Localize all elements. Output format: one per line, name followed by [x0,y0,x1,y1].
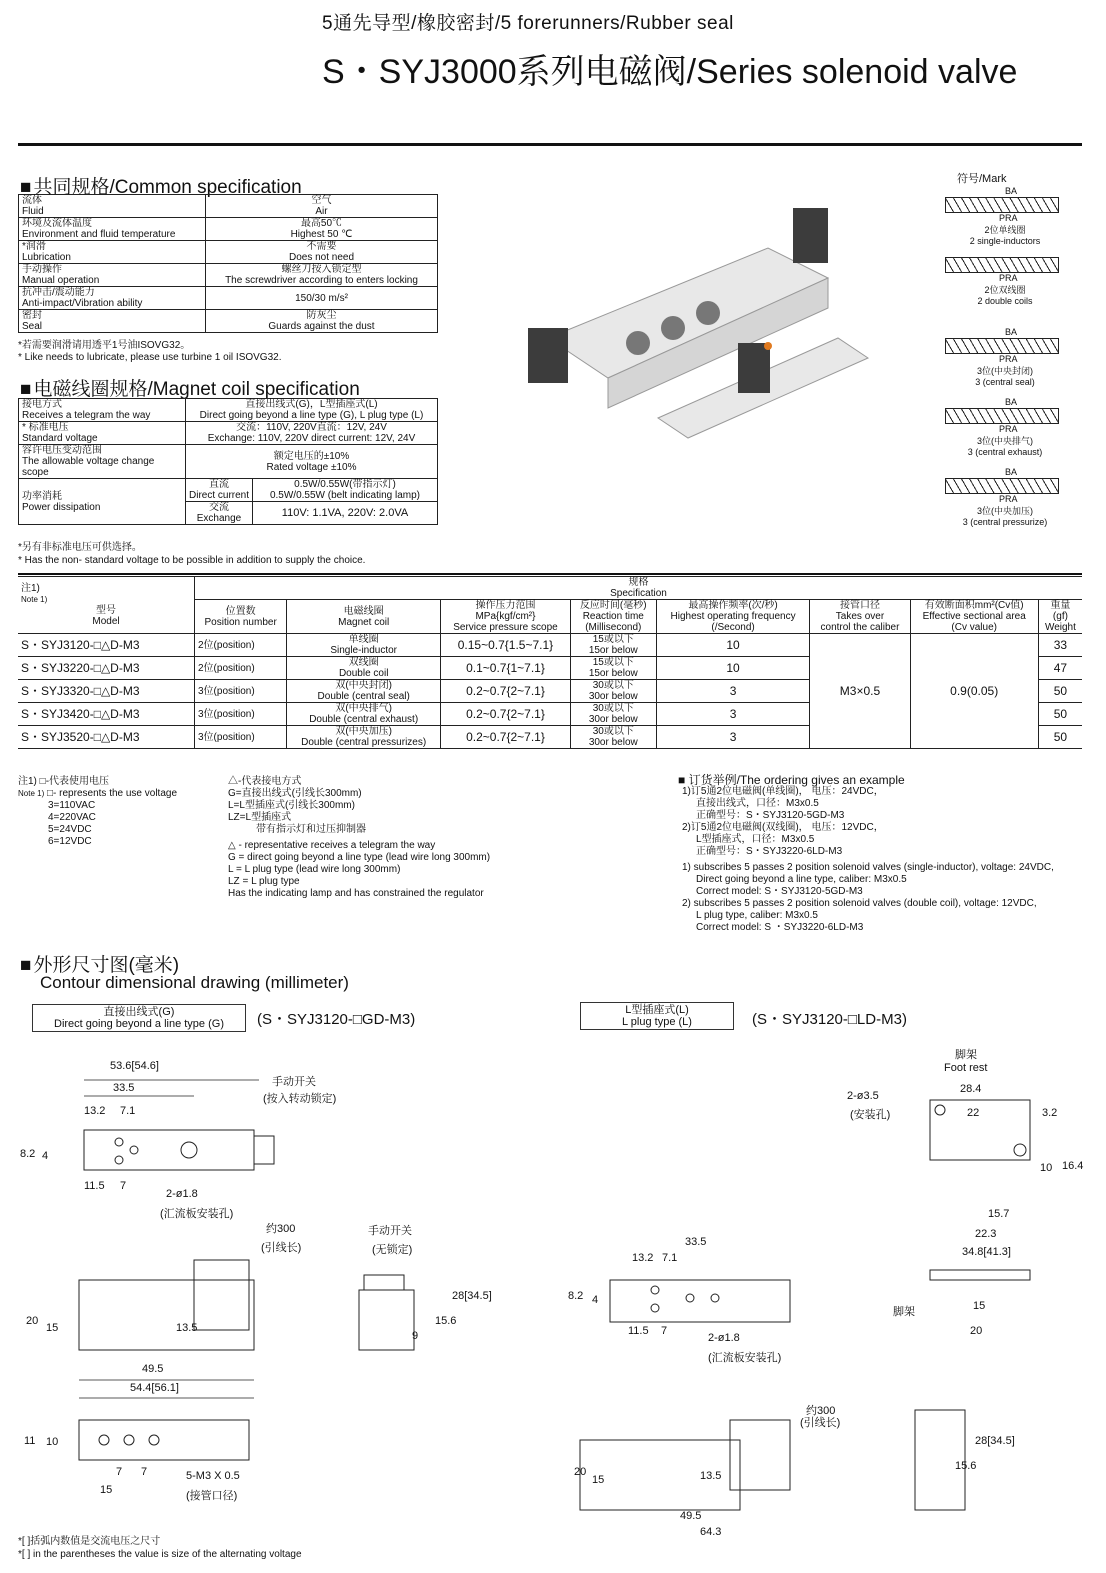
order-line-en: Direct going beyond a line type, caliber: M3x0.5 [696,874,907,885]
weight: 50 [1038,680,1082,703]
dim-g-18: 7 [116,1466,123,1478]
order-line-cn: 1)订5通2位电磁阀(单线圈)， 电压：24VDC， [682,786,884,797]
time-en: 15or below [588,668,638,679]
dim-g-10: 13.5 [176,1322,198,1334]
pressure: 0.1~0.7{1~7.1} [441,657,571,680]
dim-f-2: 3.2 [1042,1107,1058,1119]
dim-g-12: 54.4[56.1] [130,1382,179,1394]
weight: 50 [1038,703,1082,726]
footnote-cn: *[ ]括弧内数值是交流电压之尺寸 [18,1536,161,1547]
dim-g-15: 9 [412,1330,419,1342]
row-value-en: Air [315,206,328,217]
col-header-cn: 最高操作频率(次/秒) [688,600,778,611]
model-row [18,634,1082,657]
dim-g-14: 28[34.5] [452,1290,492,1302]
manual-label: 手动开关 [272,1076,316,1088]
mark-panel [935,170,1085,537]
dim-f-3: 10 [1040,1162,1053,1174]
valve-symbol-icon [945,338,1059,354]
coil-value-en: Direct going beyond a line type (G), L plug type (L) [199,410,424,421]
common-spec-heading: ■ 共同规格/Common specification [20,172,302,199]
valve-symbol-icon [945,257,1059,273]
common-spec-row [19,287,438,310]
mark-top: BA [1005,397,1018,407]
hole-label: 2-ø1.8 [166,1188,198,1200]
row-label-cn: 抗冲击/震动能力 [22,287,95,298]
col-header-cn: 有效断面积mm²(Cv值) [924,600,1024,611]
col-header-en2: Service pressure scope [453,622,558,633]
mark-bot: PRA [999,213,1018,223]
row-value-en: The screwdriver according to enters locking [225,275,418,286]
dim-g-17: 10 [46,1436,59,1448]
dim-g-13: 15.6 [435,1315,457,1327]
row-label-en: Anti-impact/Vibration ability [22,298,143,309]
dim-l-13: 28[34.5] [975,1435,1015,1447]
row-label-cn: 流体 [22,195,42,206]
g-box-cn: 直接出线式(G) [103,1006,175,1018]
coil-sub-cn: 直流 [209,479,229,490]
order-line-en: 1) subscribes 5 passes 2 position solenoid valves (single-inductor), voltage: 24VDC, [682,862,1054,873]
mark-bot: PRA [999,273,1018,283]
frequency: 3 [656,703,810,726]
col-header-en: Magnet coil [338,616,390,628]
port-label: 5-M3 X 0.5 [186,1470,240,1482]
hole-label-cn: (汇流板安装孔) [160,1208,234,1220]
row-value-en: Does not need [288,252,355,263]
col-header-cn: 接管口径 [839,600,880,611]
common-spec-row [19,241,438,264]
row-label-en: Manual operation [22,275,100,286]
model-label-en: Model [92,616,120,627]
model-pos: 3位(position) [195,726,287,749]
mark-en: 2 single-inductors [969,236,1041,246]
row-value-cn: 最高50℃ [300,218,343,229]
coil-cn: 双线圈 [348,657,379,668]
coil-label-en: The allowable voltage change scope [22,456,155,478]
dim-g-4: 8.2 [20,1148,36,1160]
coil-cn: 双(中央封闭) [335,680,393,691]
dim-g-1: 33.5 [113,1082,135,1094]
model-pos: 2位(position) [195,657,287,680]
dim-f-1: 22 [967,1107,980,1119]
order-heading-text: 订货举例/The ordering gives an example [688,773,905,787]
model-table [18,576,1082,749]
spec-label-cn: 规格 [628,577,649,588]
weight: 50 [1038,726,1082,749]
common-spec-row [19,218,438,241]
mark-symbol [935,397,1085,467]
hole-label-l-cn: (汇流板安装孔) [708,1352,782,1364]
mark-bot: PRA [999,424,1018,434]
col-header-en: Highest operating frequency [670,611,796,622]
dim-g-6: 11.5 [84,1180,105,1192]
dim-g-16: 11 [24,1435,36,1447]
weight: 33 [1038,634,1082,657]
order-line-en: 2) subscribes 5 passes 2 position solenoid valves (double coil), voltage: 12VDC, [682,898,1037,909]
order-line-en: Correct model: S ・SYJ3220-6LD-M3 [696,922,864,933]
coil-cn: 单线圈 [348,634,379,645]
dim-l-4: 4 [592,1294,599,1306]
model-code: S・SYJ3120-□△D-M3 [18,634,195,657]
wire-label-l: 约300 [806,1405,836,1417]
col-header-en2: Weight [1044,622,1076,633]
dim-g-9: 15 [46,1322,59,1334]
coil-value-en: Rated voltage ±10% [266,461,357,473]
mark-symbol [935,327,1085,397]
tri-note-en: G = direct going beyond a line type (lead wire long 300mm) [228,852,491,863]
foot-hole: 2-ø3.5 [847,1090,879,1102]
col-header-cn: 重量 [1050,600,1071,611]
order-heading: ■ 订货举例/The ordering gives an example [678,773,905,787]
foot-label-en: Foot rest [944,1062,988,1074]
model-pos: 2位(position) [195,634,287,657]
order-line-cn: L型插座式，口径：M3x0.5 [696,834,815,845]
time-en: 15or below [588,645,638,656]
weight: 47 [1038,657,1082,680]
mark-cn: 3位(中央加压) [977,506,1033,516]
dim-f-4: 16.4 [1062,1160,1084,1172]
model-label-cn: 型号 [96,605,116,616]
spec-label-en: Specification [610,588,667,599]
order-line-cn: 正确型号：S・SYJ3220-6LD-M3 [696,846,843,857]
dim-l-8: 15 [592,1474,605,1486]
l-box-en: L plug type (L) [622,1016,692,1028]
dim-f-5: 15.7 [988,1208,1010,1220]
order-line-en: L plug type, caliber: M3x0.5 [696,910,818,921]
row-value-cn: 防灰尘 [306,310,337,321]
time-cn: 15或以下 [592,657,634,668]
caliber: M3×0.5 [810,634,910,749]
coil-sub-en: Direct current [189,490,250,501]
effective-area: 0.9(0.05) [910,634,1038,749]
wire-label: 约300 [266,1223,296,1235]
time-en: 30or below [588,737,638,748]
coil-cn: 双(中央加压) [335,726,393,737]
model-pos: 3位(position) [195,703,287,726]
mark-cn: 2位单线圈 [984,225,1026,235]
mark-en: 3 (central pressurize) [962,517,1048,527]
row-value-en: Guards against the dust [268,321,375,332]
dim-g-19: 7 [141,1466,148,1478]
dim-g-11: 49.5 [142,1363,164,1375]
dim-l-1: 13.2 [632,1252,654,1264]
coil-value: 110V: 1.1VA, 220V: 2.0VA [253,502,438,525]
coil-en: Double (central pressurizes) [301,737,427,748]
col-header-en: Effective sectional area [922,611,1026,622]
dim-f-0: 28.4 [960,1083,982,1095]
tri-note-cn: G=直接出线式(引线长300mm) [228,788,362,799]
g-type-drawing [14,1050,574,1510]
mark-cn: 3位(中央排气) [977,436,1033,446]
g-model: (S・SYJ3120-□GD-M3) [257,1011,416,1028]
row-label-en: Fluid [22,206,44,217]
tri-note-en: LZ = L plug type [228,876,300,887]
dim-l-11: 64.3 [700,1526,722,1538]
footnote-en: *[ ] in the parentheses the value is size of the alternating voltage [18,1549,302,1560]
manual-nolock-label: (无锁定) [372,1244,413,1256]
common-spec-row [19,195,438,218]
coil-value-en: 0.5W/0.55W (belt indicating lamp) [269,490,421,501]
row-label-cn: 密封 [22,310,42,321]
row-label-en: Lubrication [22,252,71,263]
l-model: (S・SYJ3120-□LD-M3) [752,1011,907,1028]
valve-symbol-icon [945,197,1059,213]
dim-g-8: 20 [26,1315,39,1327]
common-note-en: * Like needs to lubricate, please use turbine 1 oil ISOVG32. [18,352,282,363]
model-col-header [1038,600,1082,634]
row-value-cn: 不需要 [306,241,337,252]
row-value-cn: 螺丝刀按入锁定型 [281,264,362,275]
manual-label-2: 手动开关 [368,1225,412,1237]
g-type-box [32,1004,246,1032]
tri-note-en: △ - representative receives a telegram the way [228,840,436,851]
tri-note-cn: 带有指示灯和过压抑制器 [256,824,366,835]
coil-label-en: Standard voltage [22,433,98,444]
mark-cn: 2位双线圈 [984,285,1026,295]
coil-label-en: Power dissipation [22,501,101,513]
common-spec-table [18,194,438,333]
coil-value-cn: 交流：110V, 220V直流：12V, 24V [236,422,387,433]
dim-g-5: 4 [42,1150,49,1162]
note1-label: Note 1) [18,789,45,798]
note1-block [18,776,218,848]
common-spec-row [19,310,438,333]
coil-label-cn: * 标准电压 [22,422,69,433]
manual-lock-label: (按入转动锁定) [263,1093,337,1105]
coil-en: Double coil [338,668,389,679]
time-en: 30or below [588,714,638,725]
col-header-en: (gf) [1052,611,1068,622]
model-col-header [910,600,1038,634]
pressure: 0.2~0.7{2~7.1} [441,703,571,726]
time-cn: 30或以下 [592,680,634,691]
coil-en: Double (central seal) [317,691,410,702]
mark-heading: 符号/Mark [957,173,1007,185]
coil-note-cn: *另有非标准电压可供选择。 [18,542,142,553]
row-label-en: Seal [22,321,43,332]
col-header-en: Takes over [835,611,885,622]
dim-l-5: 11.5 [628,1325,649,1337]
hole-label-l: 2-ø1.8 [708,1332,740,1344]
order-line-cn: 2)订5通2位电磁阀(双线圈)， 电压：12VDC， [682,822,884,833]
dim-g-2: 13.2 [84,1105,106,1117]
mark-symbol [935,186,1085,256]
product-photo [508,188,880,448]
coil-value-cn: 额定电压的±10% [273,450,350,462]
coil-spec-table [18,398,438,525]
dim-l-6: 7 [661,1325,668,1337]
tri-note-cn: △-代表接电方式 [228,776,302,787]
dim-g-0: 53.6[54.6] [110,1060,159,1072]
col-header-en: Position number [204,616,277,628]
col-header-cn: 电磁线圈 [343,605,384,617]
coil-label-cn: 功率消耗 [22,490,62,502]
valve-symbol-icon [945,408,1059,424]
voltage-option: 4=220VAC [48,812,96,823]
note1-en: □- represents the use voltage [47,788,178,799]
mark-top: BA [1005,186,1018,196]
time-cn: 30或以下 [592,703,634,714]
pressure: 0.15~0.7{1.5~7.1} [441,634,571,657]
coil-value-cn: 0.5W/0.55W(带指示灯) [294,479,396,490]
mark-en: 2 double coils [977,296,1033,306]
dim-l-10: 49.5 [680,1510,702,1522]
common-spec-row [19,264,438,287]
time-cn: 30或以下 [592,726,634,737]
row-label-cn: *润滑 [22,241,46,252]
dim-l-9: 13.5 [700,1470,722,1482]
dim-l-3: 8.2 [568,1290,584,1302]
coil-en: Double (central exhaust) [309,714,419,725]
model-col-header [195,600,287,634]
dim-g-20: 15 [100,1484,113,1496]
col-header-cn: 操作压力范围 [475,600,536,611]
voltage-option: 3=110VAC [48,800,96,811]
col-header-en: MPa{kgf/cm²} [475,611,536,622]
frequency: 3 [656,680,810,703]
foot-hole-cn: (安装孔) [850,1109,891,1121]
model-code: S・SYJ3520-□△D-M3 [18,726,195,749]
port-label-cn: (接管口径) [186,1490,238,1502]
foot-label: 脚架 [893,1306,915,1318]
coil-sub-cn: 交流 [209,502,229,513]
drawing-heading-cn: ■ 外形尺寸图(毫米) [20,950,179,977]
tri-note-cn: LZ=L型插座式 [228,812,292,823]
valve-symbol-icon [945,478,1059,494]
l-type-box [580,1002,734,1030]
coil-spec-heading: ■ 电磁线圈规格/Magnet coil specification [20,374,360,401]
model-code: S・SYJ3220-□△D-M3 [18,657,195,680]
l-box-cn: L型插座式(L) [625,1004,689,1016]
mark-bot: PRA [999,494,1018,504]
dim-l-2: 7.1 [662,1252,678,1264]
voltage-option: 6=12VDC [48,836,92,847]
dim-l-12: 15.6 [955,1460,977,1472]
note-label-en: Note 1) [21,595,48,604]
wire-label-l-cn: (引线长) [800,1417,841,1429]
row-value-cn: 空气 [311,195,332,206]
coil-label-cn: 容许电压变动范围 [22,445,102,456]
col-header-en2: (Millisecond) [585,622,642,633]
model-code: S・SYJ3320-□△D-M3 [18,680,195,703]
drawing-heading-en: Contour dimensional drawing (millimeter) [40,973,349,992]
model-col-header [810,600,910,634]
wire-label-cn: (引线长) [261,1242,302,1254]
order-line-en: Correct model: S・SYJ3120-5GD-M3 [696,886,863,897]
model-col-header [570,600,656,634]
mark-symbol [935,467,1085,537]
col-header-cn: 反应时间(毫秒) [579,600,647,611]
tri-notes [228,776,648,900]
col-header-en2: control the caliber [820,622,900,633]
col-header-en2: (Cv value) [951,622,997,633]
model-col-header [656,600,810,634]
time-en: 30or below [588,691,638,702]
mark-top: BA [1005,467,1018,477]
mark-bot: PRA [999,354,1018,364]
voltage-option: 5=24VDC [48,824,92,835]
frequency: 10 [656,657,810,680]
tri-note-cn: L=L型插座式(引线长300mm) [228,800,355,811]
row-label-cn: 手动操作 [22,264,62,275]
note1-cn: 注1) □-代表使用电压 [18,776,110,787]
row-value-en: Highest 50 ℃ [290,229,353,240]
mark-en: 3 (central seal) [975,377,1035,387]
header-rule [18,143,1082,146]
page-subtitle: 5通先导型/橡胶密封/5 forerunners/Rubber seal [322,13,734,34]
coil-label-en: Receives a telegram the way [22,410,151,421]
common-note-cn: *若需要润滑请用透平1号油ISOVG32。 [18,340,191,351]
tri-note-en: L = L plug type (lead wire long 300mm) [228,864,401,875]
model-col-header [287,600,441,634]
coil-value-en: Exchange: 110V, 220V direct current: 12V, 24V [207,433,416,444]
model-table-rule [18,573,1082,575]
frequency: 3 [656,726,810,749]
dim-g-3: 7.1 [120,1105,136,1117]
mark-top: BA [1005,327,1018,337]
page-title: S・SYJ3000系列电磁阀/Series solenoid valve [322,53,1018,91]
tri-note-en: Has the indicating lamp and has constrained the regulator [228,888,484,899]
note-label: 注1) [21,583,40,594]
coil-note-en: * Has the non- standard voltage to be possible in addition to supply the choice. [18,555,366,566]
time-cn: 15或以下 [592,634,634,645]
g-box-en: Direct going beyond a line type (G) [54,1018,224,1030]
col-header-en: Reaction time [582,611,644,622]
dim-g-7: 7 [120,1180,127,1192]
row-value-cn: 150/30 m/s² [295,292,348,304]
row-label-cn: 环境及流体温度 [22,218,92,229]
pressure: 0.2~0.7{2~7.1} [441,680,571,703]
mark-cn: 3位(中央封闭) [977,366,1033,376]
order-example [678,774,1088,934]
order-line-cn: 正确型号：S・SYJ3120-5GD-M3 [696,810,845,821]
order-line-cn: 直接出线式，口径：M3x0.5 [696,798,819,809]
foot-label-cn: 脚架 [955,1049,977,1061]
dim-l-7: 20 [574,1466,587,1478]
model-col-header [441,600,571,634]
coil-en: Single-inductor [330,645,398,656]
row-label-en: Environment and fluid temperature [22,229,176,240]
coil-label-cn: 接电方式 [22,399,62,410]
model-pos: 3位(position) [195,680,287,703]
dim-l-0: 33.5 [685,1236,707,1248]
pressure: 0.2~0.7{2~7.1} [441,726,571,749]
dim-f-6: 22.3 [975,1228,997,1240]
frequency: 10 [656,634,810,657]
coil-value-cn: 直接出线式(G)，L型插座式(L) [245,399,378,410]
dim-f-8: 15 [973,1300,986,1312]
mark-en: 3 (central exhaust) [967,447,1043,457]
dim-f-9: 20 [970,1325,983,1337]
coil-sub-en: Exchange [196,513,242,524]
coil-cn: 双(中央排气) [335,703,393,714]
col-header-cn: 位置数 [225,605,256,617]
mark-symbol [935,257,1085,327]
model-code: S・SYJ3420-□△D-M3 [18,703,195,726]
l-type-drawing [560,1040,1090,1540]
col-header-en2: (/Second) [711,622,755,633]
dim-f-7: 34.8[41.3] [962,1246,1011,1258]
